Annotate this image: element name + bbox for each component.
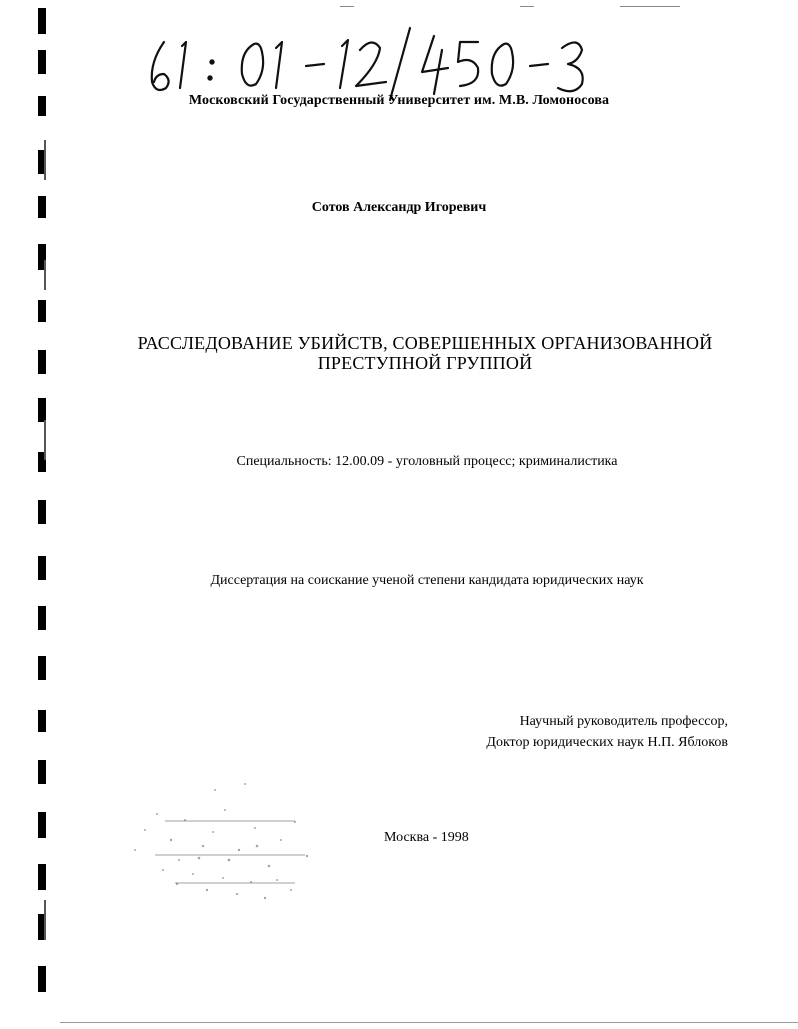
city-year: Москва - 1998 [384,830,469,845]
scan-dash [340,6,354,7]
dissertation-degree: Диссертация на соискание ученой степени кандидата юридических наук [210,573,644,588]
stamp-smudge [105,770,345,920]
supervisor-line-2: Доктор юридических наук Н.П. Яблоков [486,735,728,750]
thesis-title-line-1: РАССЛЕДОВАНИЕ УБИЙСТВ, СОВЕРШЕННЫХ ОРГАНИЗОВАННОЙ [137,333,713,353]
scan-dash [520,6,534,7]
university-name: Московский Государственный Университет им. М.В. Ломоносова [188,93,610,108]
scan-bottom-edge [60,1022,798,1023]
supervisor [486,711,728,753]
thesis-title-line-2: ПРЕСТУПНОЙ ГРУППОЙ [317,353,533,373]
scan-binding-edge [0,0,60,1029]
supervisor-line-1: Научный руководитель профессор, [519,714,728,729]
thesis-title [0,333,798,373]
scan-dash [620,6,680,7]
author-name: Сотов Александр Игоревич [311,200,487,215]
specialty: Специальность: 12.00.09 - уголовный процесс; криминалистика [236,454,618,469]
handwritten-catalog-number [142,22,602,102]
